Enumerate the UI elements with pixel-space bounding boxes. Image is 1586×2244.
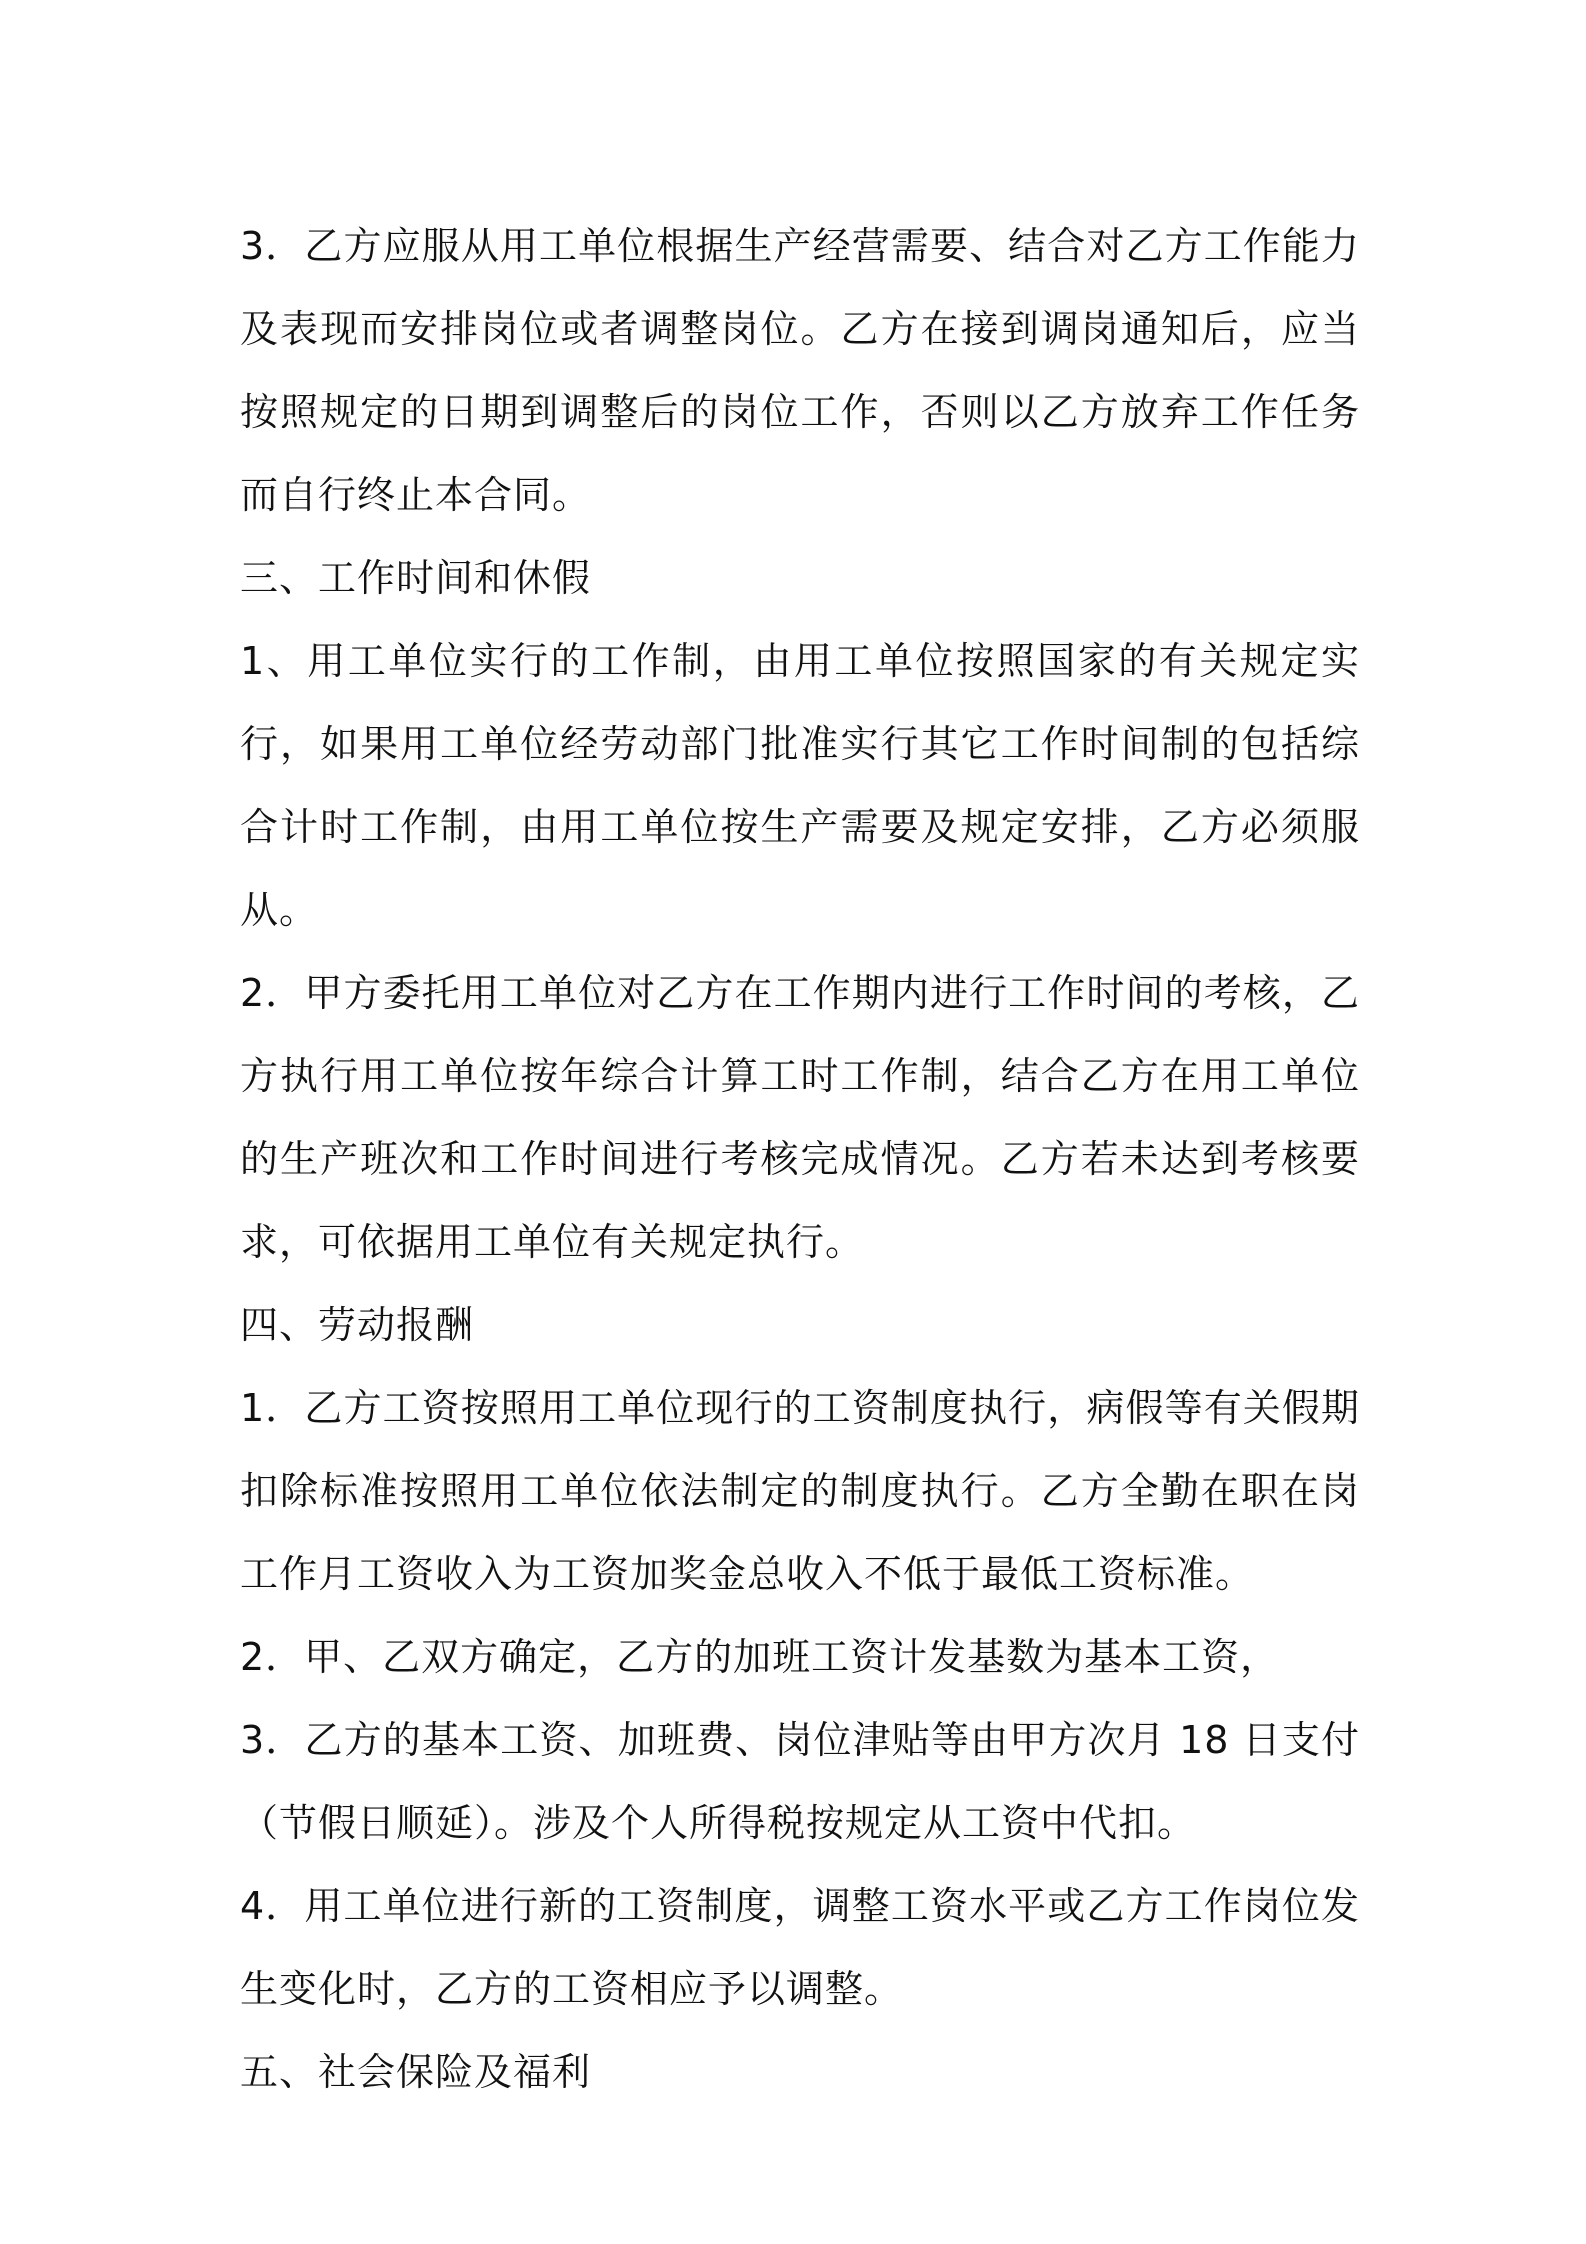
heading-working-hours: 三、工作时间和休假 [240, 556, 592, 600]
heading-remuneration: 四、劳动报酬 [240, 1303, 475, 1347]
paragraph-job-assignment: 3．乙方应服从用工单位根据生产经营需要、结合对乙方工作能力及表现而安排岗位或者调整岗位。乙方在接到调岗通知后，应当按照规定的日期到调整后的岗位工作，否则以乙方放弃工作任务而自行终止本合同。 [240, 224, 1360, 517]
paragraph-work-system: 1、用工单位实行的工作制，由用工单位按照国家的有关规定实行，如果用工单位经劳动部门批准实行其它工作时间制的包括综合计时工作制，由用工单位按生产需要及规定安排，乙方必须服从。 [240, 639, 1360, 932]
paragraph-wage-system: 1．乙方工资按照用工单位现行的工资制度执行，病假等有关假期扣除标准按照用工单位依法制定的制度执行。乙方全勤在职在岗工作月工资收入为工资加奖金总收入不低于最低工资标准。 [240, 1386, 1360, 1596]
paragraph-overtime-base: 2．甲、乙双方确定，乙方的加班工资计发基数为基本工资， [240, 1635, 1280, 1679]
paragraph-payment-date: 3．乙方的基本工资、加班费、岗位津贴等由甲方次月 18 日支付（节假日顺延）。涉及个人所得税按规定从工资中代扣。 [240, 1718, 1360, 1845]
heading-social-insurance: 五、社会保险及福利 [240, 2050, 592, 2094]
document-page [240, 205, 1360, 2114]
paragraph-time-assessment: 2．甲方委托用工单位对乙方在工作期内进行工作时间的考核，乙方执行用工单位按年综合计算工时工作制，结合乙方在用工单位的生产班次和工作时间进行考核完成情况。乙方若未达到考核要求，可依据用工单位有关规定执行。 [240, 971, 1360, 1264]
paragraph-wage-adjustment: 4．用工单位进行新的工资制度，调整工资水平或乙方工作岗位发生变化时，乙方的工资相应予以调整。 [240, 1884, 1360, 2011]
